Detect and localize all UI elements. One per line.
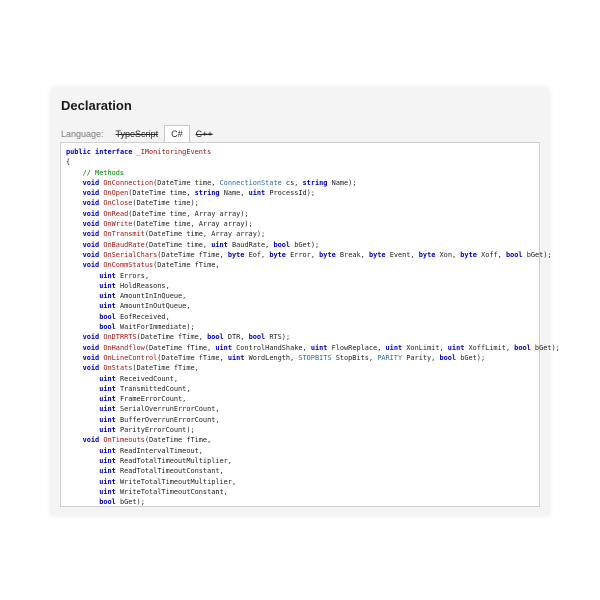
- code-token: uint: [66, 384, 116, 393]
- code-token: bool: [273, 240, 291, 249]
- code-token: byte: [319, 250, 336, 259]
- code-token: {: [66, 158, 71, 167]
- code-token: ReadIntervalTimeout,: [115, 446, 203, 455]
- code-token: ControlHandShake,: [231, 343, 311, 352]
- tab-cpp[interactable]: C++: [195, 129, 213, 139]
- code-token: XonLimit,: [402, 343, 448, 352]
- code-token: (DateTime time,: [128, 189, 195, 198]
- code-token: interface: [95, 148, 137, 156]
- code-token: FlowReplace,: [327, 343, 386, 352]
- code-token: bGet);: [522, 250, 552, 259]
- code-token: Event,: [385, 250, 419, 259]
- code-token: uint: [66, 374, 116, 383]
- code-token: (DateTime time, Array array);: [144, 230, 266, 239]
- code-line: [66, 282, 170, 290]
- code-line: [66, 199, 199, 207]
- code-line: [66, 158, 70, 166]
- code-token: void: [66, 209, 104, 218]
- code-token: uint: [66, 426, 116, 435]
- code-token: OnLineControl: [103, 353, 158, 362]
- code-token: RTS);: [265, 333, 291, 342]
- code-token: HoldReasons,: [115, 281, 170, 290]
- code-token: XoffLimit,: [464, 343, 515, 352]
- code-token: bool: [505, 250, 523, 259]
- code-line: [66, 220, 253, 228]
- code-token: Eof,: [244, 250, 270, 259]
- code-token: Name);: [327, 178, 357, 187]
- code-token: WaitForImmediate);: [115, 323, 195, 332]
- code-line: [66, 241, 319, 249]
- code-token: Error,: [285, 250, 320, 259]
- code-token: SerialOverrunErrorCount,: [115, 405, 220, 414]
- code-token: bool: [514, 343, 531, 352]
- code-token: string: [302, 178, 328, 187]
- code-token: byte: [460, 250, 477, 259]
- code-token: cs,: [281, 178, 303, 187]
- code-line: [66, 364, 199, 372]
- code-token: OnRead: [103, 209, 129, 218]
- code-token: uint: [227, 353, 245, 362]
- code-token: OnDTRRTS: [103, 333, 137, 342]
- code-text: [61, 143, 560, 507]
- code-token: OnClose: [103, 199, 133, 208]
- code-token: Errors,: [115, 271, 149, 280]
- code-line: [66, 148, 211, 156]
- code-token: (DateTime time,: [144, 240, 212, 249]
- code-line: [66, 498, 145, 506]
- code-token: bGet);: [290, 240, 320, 249]
- code-token: void: [66, 353, 104, 362]
- code-token: bGet);: [530, 343, 560, 352]
- code-token: OnOpen: [103, 189, 129, 198]
- code-token: uint: [215, 343, 232, 352]
- code-token: uint: [248, 189, 266, 198]
- code-token: uint: [66, 477, 116, 486]
- code-token: bGet);: [456, 353, 486, 362]
- code-token: void: [66, 178, 104, 187]
- code-token: OnCommStatus: [103, 261, 154, 270]
- code-token: void: [66, 436, 104, 445]
- code-line: [66, 261, 220, 269]
- code-line: [66, 447, 203, 455]
- code-token: WriteTotalTimeoutMultiplier,: [115, 477, 237, 486]
- code-token: (DateTime fTime,: [132, 364, 199, 373]
- code-token: uint: [211, 240, 228, 249]
- code-line: [66, 313, 170, 321]
- code-token: uint: [66, 292, 116, 301]
- code-line: [66, 292, 186, 300]
- code-token: uint: [447, 343, 465, 352]
- code-token: OnTimeouts: [103, 436, 145, 445]
- code-token: byte: [368, 250, 386, 259]
- code-token: FrameErrorCount,: [115, 395, 187, 404]
- code-token: void: [66, 189, 104, 198]
- code-line: [66, 385, 190, 393]
- tab-csharp[interactable]: C#: [164, 125, 190, 142]
- code-token: (DateTime fTime,: [157, 353, 228, 362]
- code-line: [66, 302, 190, 310]
- code-token: bool: [66, 312, 116, 321]
- declaration-heading: Declaration: [61, 98, 132, 113]
- code-token: string: [194, 189, 220, 198]
- language-label: Language:: [61, 129, 104, 139]
- code-token: STOPBITS: [298, 353, 332, 362]
- declaration-panel: [51, 88, 560, 515]
- code-token: ConnectionState: [219, 178, 282, 187]
- code-token: Name,: [219, 189, 249, 198]
- code-line: [66, 179, 356, 187]
- code-token: byte: [269, 250, 286, 259]
- code-line: [66, 323, 195, 331]
- code-token: bGet);: [115, 498, 145, 507]
- code-line: [66, 426, 195, 434]
- code-token: AmountInOutQueue,: [115, 302, 191, 311]
- code-token: uint: [66, 487, 116, 496]
- code-line: [66, 436, 211, 444]
- code-line: [66, 210, 249, 218]
- code-token: OnHandflow: [103, 343, 145, 352]
- code-token: _IMonitoringEvents: [136, 148, 212, 156]
- code-token: PARITY: [377, 353, 403, 362]
- code-token: void: [66, 333, 104, 342]
- code-token: bool: [66, 498, 116, 507]
- code-token: ProcessId);: [265, 189, 315, 198]
- code-token: AmountInInQueue,: [115, 292, 187, 301]
- code-token: Parity,: [402, 353, 440, 362]
- code-token: void: [66, 199, 104, 208]
- code-token: uint: [66, 456, 116, 465]
- code-token: // Methods: [66, 168, 125, 177]
- code-token: Xon,: [435, 250, 461, 259]
- code-token: bool: [439, 353, 457, 362]
- code-token: void: [66, 220, 104, 229]
- code-token: uint: [310, 343, 328, 352]
- code-line: [66, 230, 265, 238]
- code-token: uint: [66, 415, 116, 424]
- code-line: [66, 395, 186, 403]
- code-token: OnConnection: [103, 178, 154, 187]
- code-line: [66, 333, 290, 341]
- language-switcher: [61, 124, 219, 142]
- code-token: (DateTime fTime,: [153, 261, 220, 270]
- code-token: (DateTime time, Array array);: [132, 220, 253, 229]
- code-token: bool: [248, 333, 266, 342]
- code-token: bool: [207, 333, 224, 342]
- code-token: uint: [66, 281, 116, 290]
- code-token: (DateTime time, Array array);: [128, 209, 249, 218]
- code-line: [66, 251, 552, 259]
- code-token: uint: [66, 446, 116, 455]
- code-line: [66, 272, 149, 280]
- code-token: void: [66, 261, 104, 270]
- code-token: TransmittedCount,: [115, 384, 191, 393]
- code-token: void: [66, 343, 104, 352]
- code-token: (DateTime fTime,: [144, 436, 212, 445]
- code-token: ParityErrorCount);: [115, 426, 195, 435]
- code-token: OnBaudRate: [103, 240, 145, 249]
- code-token: uint: [66, 405, 116, 414]
- code-token: byte: [227, 250, 245, 259]
- code-token: void: [66, 230, 104, 239]
- code-token: byte: [418, 250, 436, 259]
- code-token: public: [66, 148, 96, 156]
- code-token: (DateTime fTime,: [157, 250, 228, 259]
- code-line: [66, 467, 224, 475]
- code-token: WriteTotalTimeoutConstant,: [115, 487, 228, 496]
- code-token: OnTransmit: [103, 230, 145, 239]
- code-token: Xoff,: [476, 250, 506, 259]
- code-block: [60, 142, 560, 507]
- code-token: Break,: [335, 250, 369, 259]
- code-token: void: [66, 250, 104, 259]
- code-token: void: [66, 240, 104, 249]
- code-token: uint: [66, 302, 116, 311]
- code-token: (DateTime fTime,: [136, 333, 208, 342]
- code-token: OnWrite: [103, 220, 133, 229]
- code-line: [66, 478, 236, 486]
- code-token: DTR,: [223, 333, 249, 342]
- code-line: [66, 344, 560, 352]
- code-token: EofReceived,: [115, 312, 170, 321]
- code-token: ReadTotalTimeoutConstant,: [115, 467, 224, 476]
- code-token: (DateTime time,: [153, 178, 220, 187]
- code-token: ReceivedCount,: [115, 374, 179, 383]
- code-line: [66, 375, 178, 383]
- code-token: OnStats: [103, 364, 133, 373]
- code-token: WordLength,: [244, 353, 299, 362]
- code-token: OnSerialChars: [103, 250, 158, 259]
- code-token: uint: [385, 343, 403, 352]
- code-line: [66, 405, 220, 413]
- code-line: [66, 416, 220, 424]
- code-line: [66, 189, 315, 197]
- code-token: void: [66, 364, 104, 373]
- code-line: [66, 354, 485, 362]
- code-token: BufferOverrunErrorCount,: [115, 415, 220, 424]
- code-token: BaudRate,: [227, 240, 274, 249]
- code-line: [66, 457, 232, 465]
- code-line: [66, 169, 124, 177]
- code-token: (DateTime time);: [132, 199, 199, 208]
- tab-typescript[interactable]: TypeScript: [115, 129, 159, 139]
- code-token: ReadTotalTimeoutMultiplier,: [115, 456, 232, 465]
- code-token: bool: [66, 323, 116, 332]
- code-token: StopBits,: [331, 353, 378, 362]
- code-line: [66, 488, 228, 496]
- code-token: (DateTime fTime,: [144, 343, 216, 352]
- code-token: uint: [66, 271, 116, 280]
- code-token: uint: [66, 395, 116, 404]
- code-token: uint: [66, 467, 116, 476]
